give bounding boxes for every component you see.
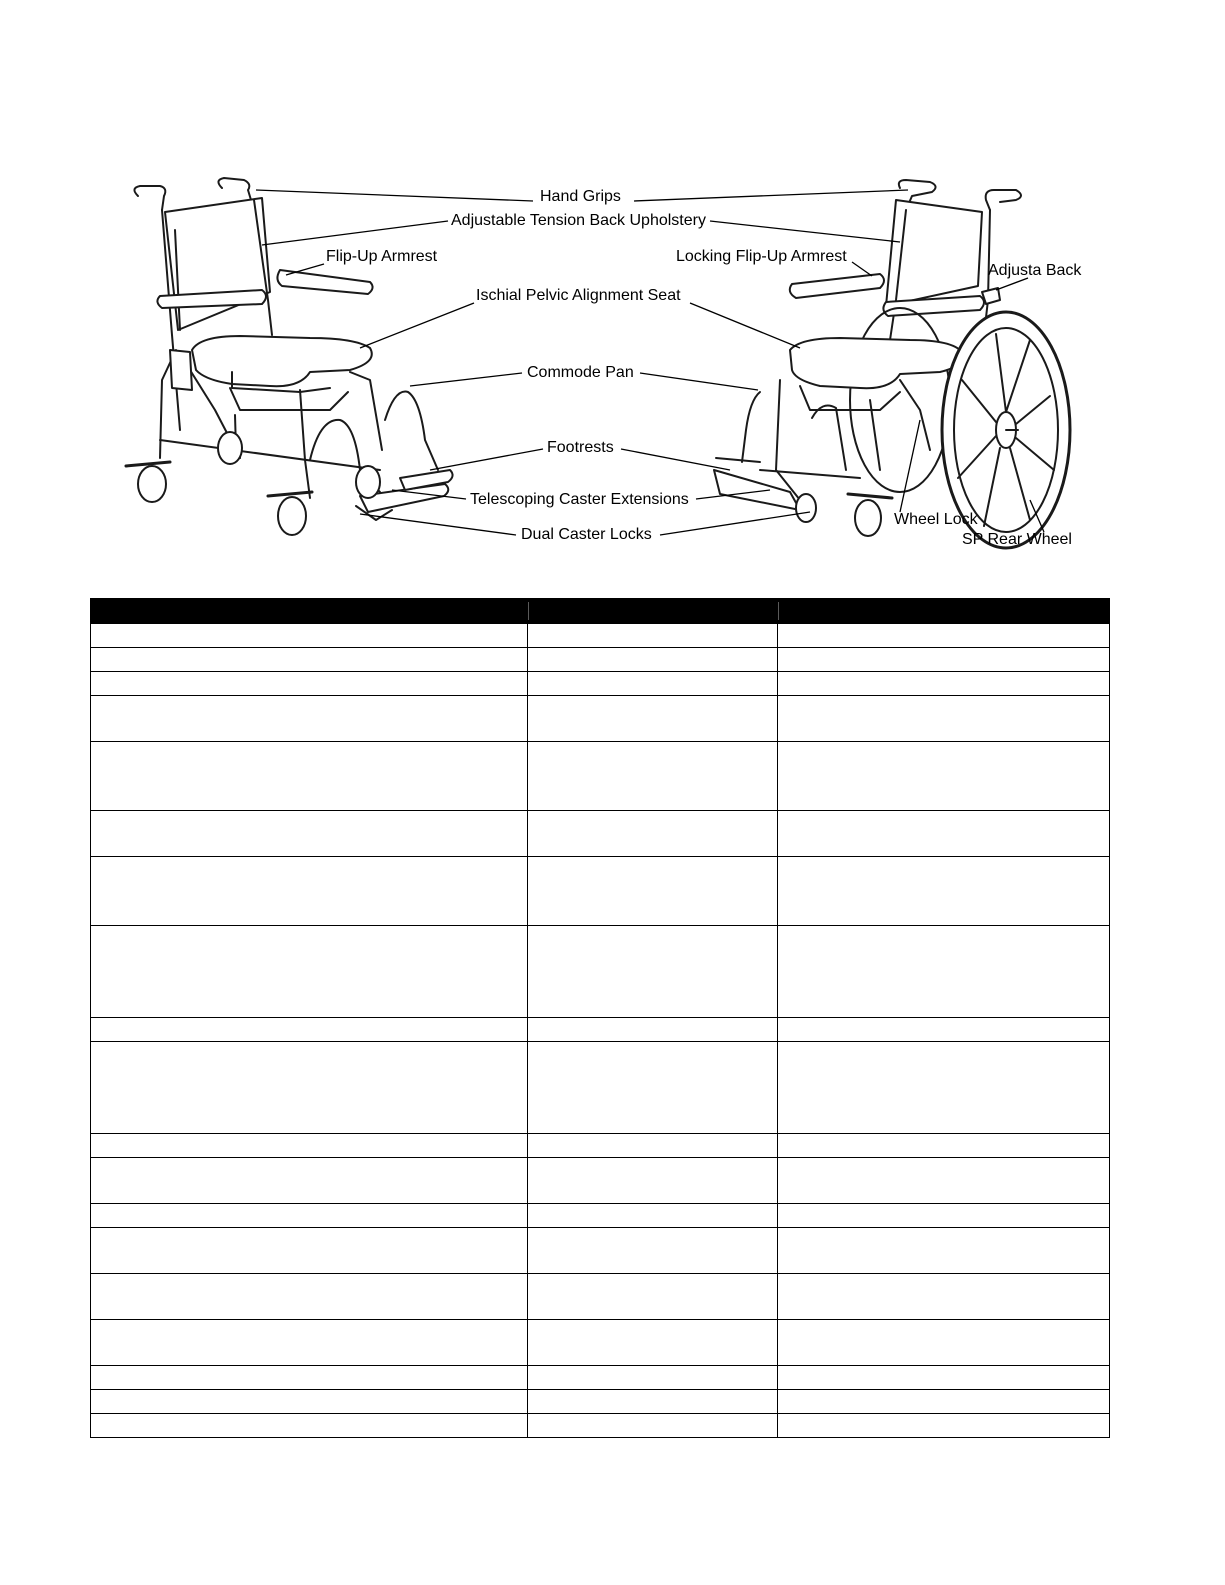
label-locking-flip-up-armrest: Locking Flip-Up Armrest <box>676 248 847 265</box>
table-cell <box>528 1390 778 1414</box>
table-cell <box>91 1134 528 1158</box>
table-row <box>91 672 1110 696</box>
table-cell <box>91 1414 528 1438</box>
table-cell <box>778 696 1110 742</box>
table-cell <box>778 857 1110 926</box>
table-header-row <box>91 599 1110 624</box>
table-cell <box>91 1228 528 1274</box>
table-cell <box>528 811 778 857</box>
table-cell <box>91 648 528 672</box>
table-cell <box>91 672 528 696</box>
table-cell <box>528 926 778 1018</box>
right-chair-illustration <box>714 180 1070 548</box>
table-cell <box>778 1204 1110 1228</box>
table-row <box>91 857 1110 926</box>
label-flip-up-armrest: Flip-Up Armrest <box>326 248 438 265</box>
table-row <box>91 696 1110 742</box>
table-cell <box>528 624 778 648</box>
table-cell <box>91 1366 528 1390</box>
table-cell <box>778 672 1110 696</box>
table-row <box>91 1158 1110 1204</box>
table-row <box>91 926 1110 1018</box>
table-header-cell-3 <box>778 599 1110 624</box>
label-hand-grips: Hand Grips <box>540 188 621 205</box>
table-cell <box>91 1274 528 1320</box>
table-cell <box>91 696 528 742</box>
table-row <box>91 648 1110 672</box>
table-cell <box>528 1042 778 1134</box>
table-row <box>91 742 1110 811</box>
label-adjustable-tension-back: Adjustable Tension Back Upholstery <box>451 212 706 229</box>
table-cell <box>778 1158 1110 1204</box>
table-cell <box>91 1018 528 1042</box>
table-cell <box>91 742 528 811</box>
table-cell <box>778 1274 1110 1320</box>
table-cell <box>91 857 528 926</box>
table-cell <box>528 1158 778 1204</box>
table-body <box>91 624 1110 1438</box>
table-cell <box>778 1228 1110 1274</box>
table-row <box>91 1390 1110 1414</box>
table-cell <box>778 1414 1110 1438</box>
table-cell <box>778 648 1110 672</box>
table-cell <box>778 624 1110 648</box>
table-row <box>91 1320 1110 1366</box>
label-ischial-seat: Ischial Pelvic Alignment Seat <box>476 287 681 304</box>
label-wheel-lock: Wheel Lock <box>894 511 978 528</box>
table-cell <box>528 1320 778 1366</box>
table-cell <box>778 1042 1110 1134</box>
table-cell <box>91 624 528 648</box>
label-sp-rear-wheel: SP Rear Wheel <box>962 531 1072 548</box>
label-footrests: Footrests <box>547 439 614 456</box>
table-cell <box>528 696 778 742</box>
table-row <box>91 1228 1110 1274</box>
table-row <box>91 1134 1110 1158</box>
label-adjusta-back: Adjusta Back <box>988 262 1082 279</box>
table-cell <box>91 1042 528 1134</box>
table-cell <box>778 1320 1110 1366</box>
table-row <box>91 1018 1110 1042</box>
spec-table <box>90 598 1110 1438</box>
table-row <box>91 1204 1110 1228</box>
table-row <box>91 1414 1110 1438</box>
table-cell <box>91 1158 528 1204</box>
table-cell <box>528 672 778 696</box>
table-row <box>91 1366 1110 1390</box>
table-header-cell-2 <box>528 599 778 624</box>
label-telescoping-caster: Telescoping Caster Extensions <box>470 491 689 508</box>
table-cell <box>778 1018 1110 1042</box>
table-cell <box>528 1228 778 1274</box>
table-row <box>91 1042 1110 1134</box>
table-cell <box>528 742 778 811</box>
table-cell <box>528 1366 778 1390</box>
table-cell <box>778 811 1110 857</box>
table-cell <box>528 857 778 926</box>
table-cell <box>91 1320 528 1366</box>
label-commode-pan: Commode Pan <box>527 364 634 381</box>
table-cell <box>528 648 778 672</box>
table-cell <box>91 1390 528 1414</box>
table-header-cell-1 <box>91 599 528 624</box>
table-cell <box>528 1204 778 1228</box>
table-cell <box>91 1204 528 1228</box>
table-row <box>91 811 1110 857</box>
table-cell <box>778 742 1110 811</box>
table-cell <box>778 926 1110 1018</box>
table-cell <box>528 1414 778 1438</box>
table-cell <box>778 1390 1110 1414</box>
label-dual-caster-locks: Dual Caster Locks <box>521 526 652 543</box>
table-cell <box>528 1018 778 1042</box>
table-cell <box>528 1274 778 1320</box>
table-cell <box>528 1134 778 1158</box>
table-row <box>91 1274 1110 1320</box>
table-cell <box>91 926 528 1018</box>
table-cell <box>91 811 528 857</box>
table-row <box>91 624 1110 648</box>
table-cell <box>778 1134 1110 1158</box>
left-chair-illustration <box>126 178 453 535</box>
table-cell <box>778 1366 1110 1390</box>
